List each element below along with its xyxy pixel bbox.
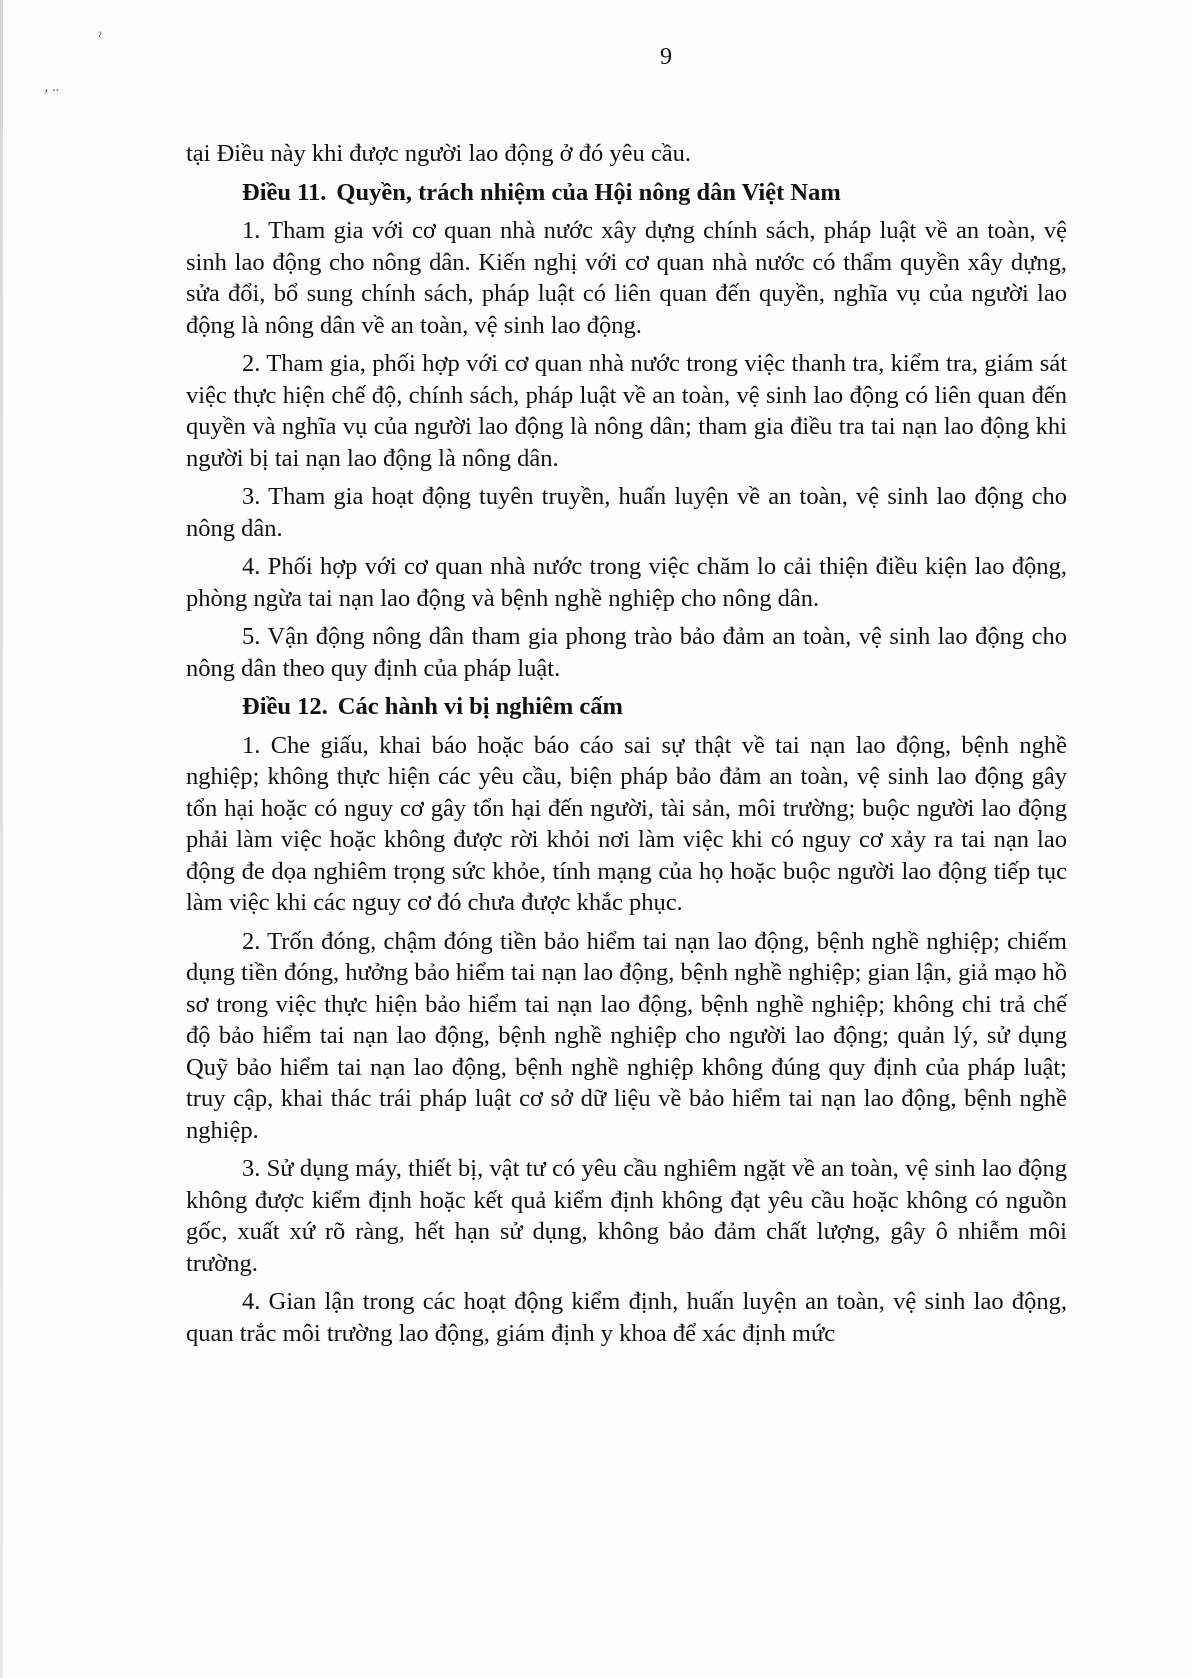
scan-speck: ‚ ..: [44, 80, 60, 95]
article-11-title: Quyền, trách nhiệm của Hội nông dân Việt Nam: [336, 178, 841, 206]
article-11-clause-5: 5. Vận động nông dân tham gia phong trào bảo đảm an toàn, vệ sinh lao động cho nông dân theo quy định của pháp luật.: [186, 623, 1067, 682]
document-body: [186, 138, 1067, 1356]
article-11-clause-1: 1. Tham gia với cơ quan nhà nước xây dựng chính sách, pháp luật về an toàn, vệ sinh lao động cho nông dân. Kiến nghị với cơ quan nhà nước có thẩm quyền xây dựng, sửa đổi, bổ sung chính sách, pháp luật có liên quan đến quyền, nghĩa vụ của người lao động là nông dân về an toàn, vệ sinh lao động.: [186, 217, 1067, 339]
article-12-title: Các hành vi bị nghiêm cấm: [337, 693, 623, 720]
article-12-clause-2: 2. Trốn đóng, chậm đóng tiền bảo hiểm tai nạn lao động, bệnh nghề nghiệp; chiếm dụng tiền đóng, hưởng bảo hiểm tai nạn lao động, bệnh nghề nghiệp; gian lận, giả mạo hồ sơ trong việc thực hiện bảo hiểm tai nạn lao động, bệnh nghề nghiệp; không chi trả chế độ bảo hiểm tai nạn lao động, bệnh nghề nghiệp cho người lao động; quản lý, sử dụng Quỹ bảo hiểm tai nạn lao động, bệnh nghề nghiệp không đúng quy định của pháp luật; truy cập, khai thác trái pháp luật cơ sở dữ liệu về bảo hiểm tai nạn lao động, bệnh nghề nghiệp.: [186, 927, 1067, 1144]
article-12-clause-4: 4. Gian lận trong các hoạt động kiểm định, huấn luyện an toàn, vệ sinh lao động, quan trắc môi trường lao động, giám định y khoa để xác định mức: [186, 1288, 1067, 1347]
article-12-heading: [186, 691, 1067, 723]
article-12-clause-3: 3. Sử dụng máy, thiết bị, vật tư có yêu cầu nghiêm ngặt về an toàn, vệ sinh lao động không được kiểm định hoặc kết quả kiểm định không đạt yêu cầu hoặc không có nguồn gốc, xuất xứ rõ ràng, hết hạn sử dụng, không bảo đảm chất lượng, gây ô nhiễm môi trường.: [186, 1155, 1067, 1277]
scan-margin-edge: [0, 0, 3, 1678]
article-12-number: Điều 12.: [242, 693, 328, 720]
article-11-clause-2: 2. Tham gia, phối hợp với cơ quan nhà nước trong việc thanh tra, kiểm tra, giám sát việc thực hiện chế độ, chính sách, pháp luật về an toàn, vệ sinh lao động có liên quan đến quyền và nghĩa vụ của người lao động là nông dân; tham gia điều tra tai nạn lao động khi người bị tai nạn lao động là nông dân.: [186, 350, 1067, 472]
paragraph-continuation: tại Điều này khi được người lao động ở đó yêu cầu.: [186, 140, 691, 167]
article-11-clause-3: 3. Tham gia hoạt động tuyên truyền, huấn luyện về an toàn, vệ sinh lao động cho nông dân.: [186, 483, 1067, 542]
scan-speck: ˀ: [98, 30, 102, 45]
article-11-clause-4: 4. Phối hợp với cơ quan nhà nước trong việc chăm lo cải thiện điều kiện lao động, phòng ngừa tai nạn lao động và bệnh nghề nghiệp cho nông dân.: [186, 553, 1067, 612]
article-11-heading: [186, 177, 1067, 209]
article-12-clause-1: 1. Che giấu, khai báo hoặc báo cáo sai sự thật về tai nạn lao động, bệnh nghề nghiệp; không thực hiện các yêu cầu, biện pháp bảo đảm an toàn, vệ sinh lao động gây tổn hại hoặc có nguy cơ gây tổn hại đến người, tài sản, môi trường; buộc người lao động phải làm việc hoặc không được rời khỏi nơi làm việc khi có nguy cơ xảy ra tai nạn lao động đe dọa nghiêm trọng sức khỏe, tính mạng của họ hoặc buộc người lao động tiếp tục làm việc khi các nguy cơ đó chưa được khắc phục.: [186, 731, 1067, 916]
page-number: 9: [660, 44, 672, 70]
article-11-number: Điều 11.: [242, 178, 327, 206]
